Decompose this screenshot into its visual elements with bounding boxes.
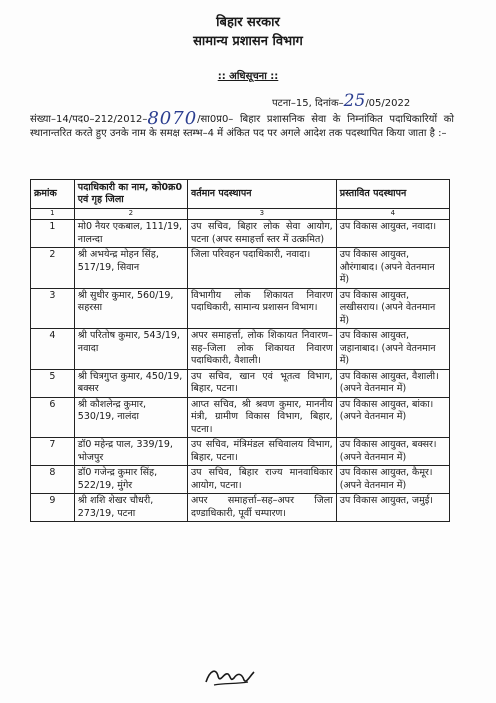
table-row: [31, 494, 450, 522]
table-row: [31, 466, 450, 494]
proposed-posting-cell: उप विकास आयुक्त, बांका। (अपने वेतनमान में): [336, 397, 449, 438]
table-row: [31, 369, 450, 397]
header-proposed-posting: प्रस्तावित पदस्थापन: [336, 180, 449, 209]
signature-icon: [200, 660, 260, 690]
current-posting-cell: आप्त सचिव, श्री श्रवण कुमार, माननीय मंत्री, ग्रामीण विकास विभाग, बिहार, पटना।: [187, 397, 336, 438]
proposed-posting-cell: उप विकास आयुक्त, नवादा।: [336, 220, 449, 248]
proposed-posting-cell: उप विकास आयुक्त, जहानाबाद। (अपने वेतनमान में): [336, 329, 449, 370]
column-number: 3: [187, 209, 336, 220]
reference-body: /सा0प्र0– बिहार प्रशासनिक सेवा के निम्नांकित पदाधिकारियों को स्थानान्तरित करते हुए उनके नाम के समक्ष स्तम्भ–4 में अंकित पद पर अगले आदेश तक पदस्थापित किया जाता है :–: [30, 114, 454, 139]
current-posting-cell: उप सचिव, बिहार लोक सेवा आयोग, पटना (अपर समाहर्त्ता स्तर में उत्क्रमित): [187, 220, 336, 248]
officer-cell: श्री शशि शेखर चौधरी, 273/19, पटना: [74, 494, 187, 522]
dateline-day: 25: [343, 91, 366, 111]
table-header-row: [31, 180, 450, 209]
column-number: 1: [31, 209, 75, 220]
serial-cell: 5: [31, 369, 75, 397]
proposed-posting-cell: उप विकास आयुक्त, जमुई।: [336, 494, 449, 522]
serial-cell: 9: [31, 494, 75, 522]
reference-paragraph: [30, 108, 454, 141]
proposed-posting-cell: उप विकास आयुक्त, बक्सर। (अपने वेतनमान में): [336, 438, 449, 466]
serial-cell: 6: [31, 397, 75, 438]
current-posting-cell: उप सचिव, खान एवं भूतत्व विभाग, बिहार, पटना।: [187, 369, 336, 397]
serial-cell: 2: [31, 248, 75, 289]
column-number-row: [31, 209, 450, 220]
header-serial: क्रमांक: [31, 180, 75, 209]
officer-cell: श्री परितोष कुमार, 543/19, नवादा: [74, 329, 187, 370]
table-row: [31, 438, 450, 466]
serial-cell: 8: [31, 466, 75, 494]
transfer-table: [30, 179, 450, 522]
serial-cell: 4: [31, 329, 75, 370]
reference-number: 8070: [147, 108, 198, 129]
serial-cell: 7: [31, 438, 75, 466]
government-title: बिहार सरकार: [216, 15, 280, 30]
current-posting-cell: अपर समाहर्त्ता, लोक शिकायत निवारण–सह–जिला लोक शिकायत निवारण पदाधिकारी, वैशाली।: [187, 329, 336, 370]
current-posting-cell: उप सचिव, मंत्रिमंडल सचिवालय विभाग, बिहार, पटना।: [187, 438, 336, 466]
column-number: 2: [74, 209, 187, 220]
proposed-posting-cell: उप विकास आयुक्त, लखीसराय। (अपने वेतनमान में): [336, 288, 449, 329]
proposed-posting-cell: उप विकास आयुक्त, कैमूर। (अपने वेतनमान में): [336, 466, 449, 494]
table-row: [31, 248, 450, 289]
serial-cell: 3: [31, 288, 75, 329]
officer-cell: श्री अभयेन्द्र मोहन सिंह, 517/19, सिवान: [74, 248, 187, 289]
officer-cell: श्री चित्रगुप्त कुमार, 450/19, बक्सर: [74, 369, 187, 397]
current-posting-cell: जिला परिवहन पदाधिकारी, नवादा।: [187, 248, 336, 289]
department-title: सामान्य प्रशासन विभाग: [193, 34, 303, 49]
serial-cell: 1: [31, 220, 75, 248]
dateline: [272, 91, 410, 111]
proposed-posting-cell: उप विकास आयुक्त, औरंगाबाद। (अपने वेतनमान में): [336, 248, 449, 289]
reference-prefix: संख्या–14/पद0–212/2012–: [30, 114, 148, 125]
proposed-posting-cell: उप विकास आयुक्त, वैशाली। (अपने वेतनमान में): [336, 369, 449, 397]
header-officer: पदाधिकारी का नाम, को0क्र0 एवं गृह जिला: [74, 180, 187, 209]
header-current-posting: वर्तमान पदस्थापन: [187, 180, 336, 209]
notification-heading: [0, 68, 496, 82]
dateline-prefix: पटना–15, दिनांक–: [272, 98, 344, 109]
column-number: 4: [336, 209, 449, 220]
officer-cell: मो0 नैयर एकबाल, 111/19, नालन्दा: [74, 220, 187, 248]
notification-label: :: अधिसूचना ::: [217, 71, 279, 82]
officer-cell: श्री सुधीर कुमार, 560/19, सहरसा: [74, 288, 187, 329]
table-row: [31, 220, 450, 248]
table-row: [31, 288, 450, 329]
officer-cell: श्री कौशलेन्द्र कुमार, 530/19, नालंदा: [74, 397, 187, 438]
officer-cell: डॉ0 महेन्द्र पाल, 339/19, भोजपुर: [74, 438, 187, 466]
officer-cell: डॉ0 गजेन्द्र कुमार सिंह, 522/19, मुंगेर: [74, 466, 187, 494]
dateline-suffix: /05/2022: [365, 98, 411, 109]
current-posting-cell: अपर समाहर्त्ता–सह–अपर जिला दण्डाधिकारी, पूर्वी चम्पारण।: [187, 494, 336, 522]
table-row: [31, 397, 450, 438]
current-posting-cell: उप सचिव, बिहार राज्य मानवाधिकार आयोग, पटना।: [187, 466, 336, 494]
table-row: [31, 329, 450, 370]
current-posting-cell: विभागीय लोक शिकायत निवारण पदाधिकारी, सामान्य प्रशासन विभाग।: [187, 288, 336, 329]
